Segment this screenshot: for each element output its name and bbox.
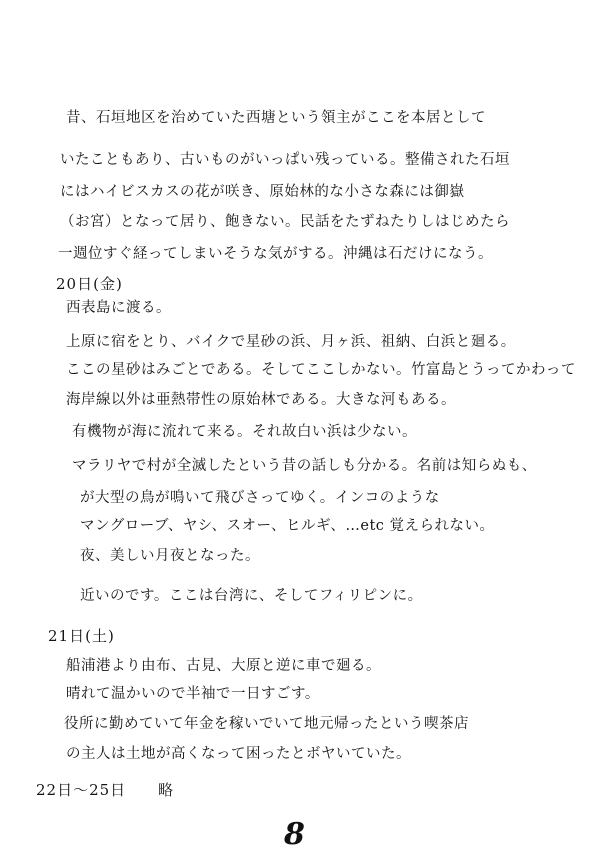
diary-line: （お宮）となって居り、飽きない。民話をたずねたりしはじめたら (60, 214, 510, 230)
date-range-22-25: 22日～25日 略 (36, 781, 175, 799)
diary-line: 近いのです。ここは台湾に、そしてフィリピンに。 (80, 588, 423, 604)
diary-line: マラリヤで村が全滅したという昔の話しも分かる。名前は知らぬも、 (72, 458, 537, 474)
diary-line: ここの星砂はみごとである。そしてここしかない。竹富島とうってかわって (66, 362, 576, 378)
diary-line: 夜、美しい月夜となった。 (80, 548, 260, 564)
diary-line: の主人は土地が高くなって困ったとボヤいていた。 (66, 746, 411, 762)
date-heading-20: 20日(金) (56, 275, 123, 293)
page-number: 8 (284, 817, 305, 852)
diary-line: 上原に宿をとり、バイクで星砂の浜、月ヶ浜、祖納、白浜と廻る。 (66, 334, 516, 350)
diary-line: にはハイビスカスの花が咲き、原始林的な小さな森には御嶽 (60, 184, 465, 200)
diary-line: マングローブ、ヤシ、スオー、ヒルギ、…etc 覚えられない。 (80, 518, 495, 534)
diary-line: 西表島に渡る。 (66, 300, 171, 316)
diary-line: 海岸線以外は亜熱帯性の原始林である。大きな河もある。 (66, 392, 456, 408)
diary-line: 一週位すぐ経ってしまいそうな気がする。沖縄は石だけになう。 (58, 246, 493, 262)
date-heading-21: 21日(土) (48, 627, 115, 645)
diary-line: 昔、石垣地区を治めていた西塘という領主がここを本居として (66, 110, 486, 126)
diary-line: 晴れて温かいので半袖で一日すごす。 (66, 686, 320, 702)
diary-line: いたこともあり、古いものがいっぱい残っている。整備された石垣 (60, 152, 510, 168)
diary-line: 有機物が海に流れて来る。それ故白い浜は少ない。 (72, 424, 417, 440)
diary-line: 役所に勤めていて年金を稼いでいて地元帰ったという喫茶店 (64, 716, 469, 732)
diary-line: 船浦港より由布、古見、大原と逆に車で廻る。 (66, 658, 381, 674)
diary-line: が大型の鳥が鳴いて飛びさってゆく。インコのような (80, 490, 440, 506)
